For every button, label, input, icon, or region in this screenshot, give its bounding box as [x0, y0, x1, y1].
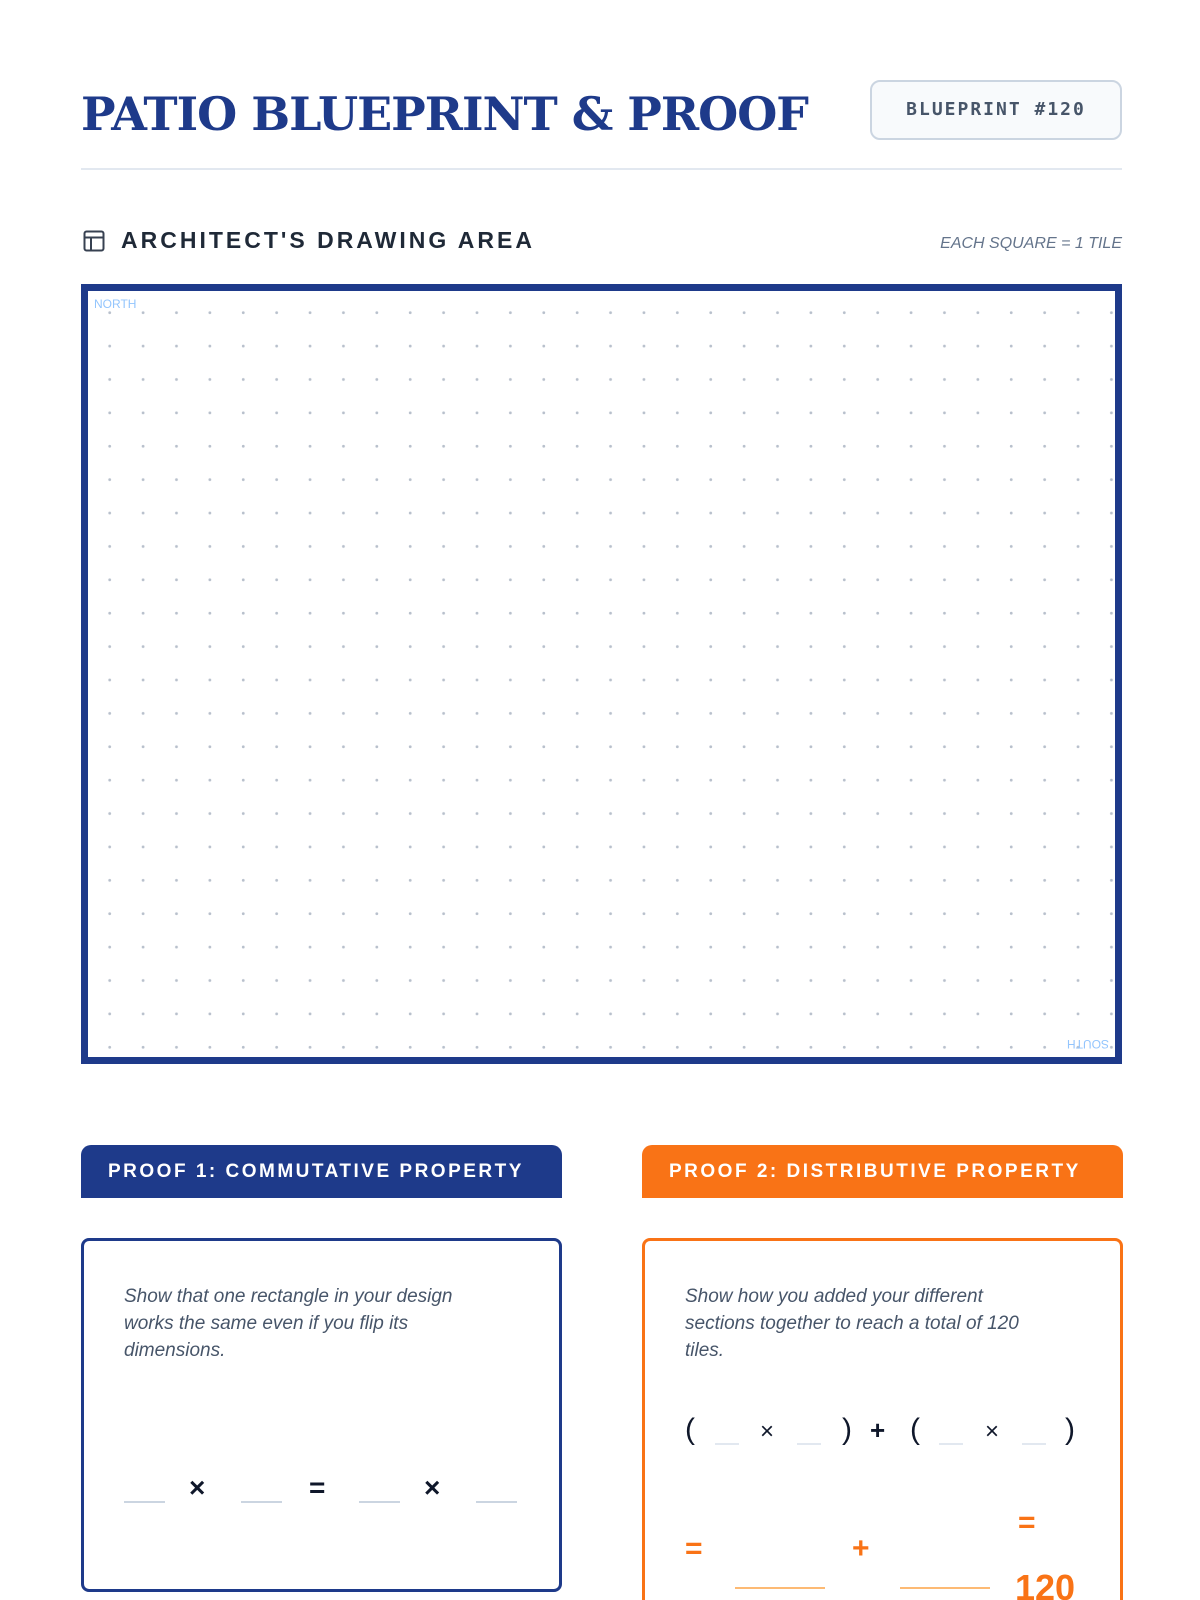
- page-title: PATIO BLUEPRINT & PROOF: [81, 87, 808, 141]
- open-paren: (: [685, 1413, 695, 1446]
- equals-sign: =: [309, 1472, 326, 1503]
- header: [81, 80, 1122, 170]
- drawing-section-header: [81, 222, 1122, 256]
- blank-field[interactable]: [1022, 1443, 1046, 1445]
- proof1-card: [81, 1238, 562, 1592]
- equals-sign: =: [685, 1532, 703, 1565]
- proof2-prompt: Show how you added your different sections together to reach a total of 120 tiles.: [685, 1286, 1019, 1361]
- times-sign: ×: [985, 1418, 1000, 1445]
- blank-field[interactable]: [900, 1587, 990, 1589]
- blank-field[interactable]: [476, 1501, 517, 1503]
- blank-field[interactable]: [797, 1443, 821, 1445]
- proof2-expression: [685, 1403, 1095, 1453]
- close-paren: ): [1065, 1413, 1075, 1446]
- layout-icon: [83, 230, 105, 252]
- blank-field[interactable]: [359, 1501, 400, 1503]
- times-sign: ×: [424, 1472, 441, 1503]
- blank-field[interactable]: [241, 1501, 282, 1503]
- drawing-section-title: ARCHITECT'S DRAWING AREA: [121, 227, 535, 253]
- blank-field[interactable]: [124, 1501, 165, 1503]
- plus-sign: +: [852, 1532, 870, 1565]
- times-sign: ×: [189, 1472, 206, 1503]
- proof1-prompt: Show that one rectangle in your design works the same even if you flip its dimensions.: [124, 1286, 453, 1361]
- close-paren: ): [842, 1413, 852, 1446]
- open-paren: (: [910, 1413, 920, 1446]
- proof2-header: PROOF 2: DISTRIBUTIVE PROPERTY: [642, 1145, 1123, 1198]
- blank-field[interactable]: [735, 1587, 825, 1589]
- equals-sign: =: [1018, 1506, 1036, 1539]
- blueprint-badge: BLUEPRINT #120: [870, 80, 1122, 140]
- times-sign: ×: [760, 1418, 775, 1445]
- proof1-equation: [124, 1463, 524, 1513]
- drawing-area[interactable]: [81, 284, 1122, 1064]
- proof2-card: [642, 1238, 1123, 1600]
- north-label: NORTH: [94, 297, 137, 311]
- proof1-header: PROOF 1: COMMUTATIVE PROPERTY: [81, 1145, 562, 1198]
- blank-field[interactable]: [715, 1443, 739, 1445]
- blank-field[interactable]: [939, 1443, 963, 1445]
- south-label: SOUTH: [1067, 1037, 1109, 1051]
- plus-sign: +: [870, 1415, 886, 1445]
- total-value: 120: [1015, 1567, 1076, 1600]
- scale-note: EACH SQUARE = 1 TILE: [940, 235, 1122, 252]
